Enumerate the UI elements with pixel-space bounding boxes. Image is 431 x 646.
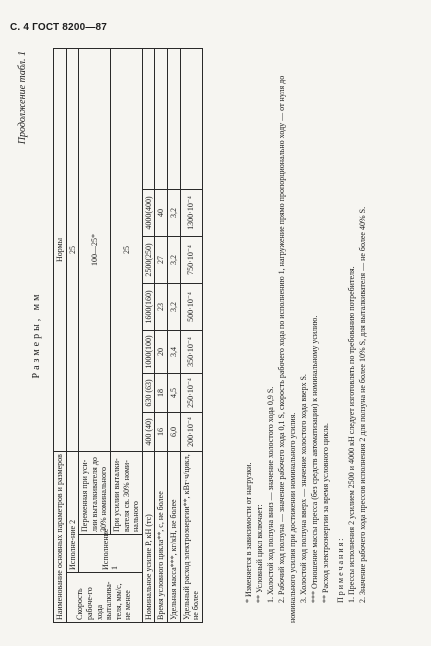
value-cell: 3,4: [167, 331, 180, 374]
footnote: 2. Рабочий ход ползуна — значение рабочего хода 0,1 S, скорость рабочего хода по исполнению 1, нагружение прямо пропорционально ходу — от нуля до номинального усилия при достижении номинального усилия.: [277, 75, 297, 623]
const-label: При усилии выталки-вателя св. 30% номи-нального: [110, 452, 142, 535]
energy-label: Удельный расход электроэнергии**, кВт·ч/цикл, не более: [180, 452, 202, 623]
value-cell: 4,5: [167, 374, 180, 413]
footnotes: [243, 49, 368, 623]
footnote: ** Условный цикл включает:: [255, 504, 264, 603]
footnote: * Изменяется в зависимости от нагрузки.: [244, 462, 253, 603]
table-row: [142, 49, 155, 623]
value-cell: 27: [155, 237, 168, 284]
table-header-row: [54, 49, 67, 623]
value-cell: 350·10⁻⁴: [180, 331, 202, 374]
value-cell: 23: [155, 284, 168, 331]
value-cell: 3,2: [167, 284, 180, 331]
footnote: *** Отношение массы пресса (без средств автоматизации) к номинальному усилию.: [310, 315, 319, 603]
size-title: Размеры, мм: [31, 291, 42, 379]
value-cell: 6,0: [167, 413, 180, 452]
value-cell: 200·10⁻⁴: [180, 413, 202, 452]
spare-cell: [142, 49, 155, 190]
cycle-label: Время условного цикла**, с, не более: [155, 452, 168, 623]
value-cell: 3,2: [167, 190, 180, 237]
norm-exec2: 25: [66, 49, 79, 452]
value-cell: 16: [155, 413, 168, 452]
spare-cell: [167, 49, 180, 190]
value-cell: 1300·10⁻⁴: [180, 190, 202, 237]
value-cell: 500·10⁻⁴: [180, 284, 202, 331]
exec2-label: Исполне-ние 2: [66, 452, 79, 573]
spare-cell: [180, 49, 202, 190]
page-header: С. 4 ГОСТ 8200—87: [10, 22, 108, 33]
value-cell: 18: [155, 374, 168, 413]
parameters-table: [53, 48, 203, 623]
value-cell: 750·10⁻⁴: [180, 237, 202, 284]
footnote: 3. Холостой ход ползуна вверх — значение холостого хода вверх S.: [299, 374, 308, 603]
mass-label: Удельная масса***, кг/кН, не более: [167, 452, 180, 623]
table-row: [79, 49, 111, 623]
value-cell: 630 (63): [142, 374, 155, 413]
value-cell: 400 (40): [142, 413, 155, 452]
header-name-cell: Наименование основных параметров и размеров: [54, 452, 67, 623]
note: 1. Прессы исполнения 2 усилием 2500 и 4000 кН следует изготовлять по требованию потребителя.: [347, 266, 356, 603]
value-cell: 2500(250): [142, 237, 155, 284]
norm-const: 25: [110, 49, 142, 452]
exec1-label: Исполнение 1: [79, 535, 143, 573]
table-row: [66, 49, 79, 623]
footnote: ** Расход электроэнергии за время условного цикла.: [321, 423, 330, 603]
table-row: [180, 49, 202, 623]
var-label: Переменная при уси-лии выталкивателя до 30% номинального: [79, 452, 111, 535]
value-cell: 3,2: [167, 237, 180, 284]
value-cell: 4000(400): [142, 190, 155, 237]
rotated-content: [15, 45, 415, 625]
table-row: [167, 49, 180, 623]
value-cell: 1600(160): [142, 284, 155, 331]
footnote: 1. Холостой ход ползуна вниз — значение холостого хода 0,9 S.: [266, 386, 275, 603]
note: 2. Значение рабочего хода прессов исполнения 2 для ползуна не более 10% S, для выталкивателя — не более 40% S.: [358, 206, 367, 603]
spare-cell: [155, 49, 168, 190]
value-cell: 20: [155, 331, 168, 374]
force-label: Номинальное усилие P, кН (тс): [142, 452, 155, 623]
notes-title: Примечания:: [336, 536, 345, 603]
header-norms-cell: Нормы: [54, 49, 67, 452]
table-row: [155, 49, 168, 623]
norm-var: 100—25*: [79, 49, 111, 452]
speed-label: Скорость рабоче-го хода выталкива-теля, мм/с, не менее: [66, 573, 142, 623]
continuation-label: Продолжение табл. 1: [17, 51, 28, 145]
value-cell: 1000(100): [142, 331, 155, 374]
value-cell: 250·10⁻⁴: [180, 374, 202, 413]
value-cell: 40: [155, 190, 168, 237]
